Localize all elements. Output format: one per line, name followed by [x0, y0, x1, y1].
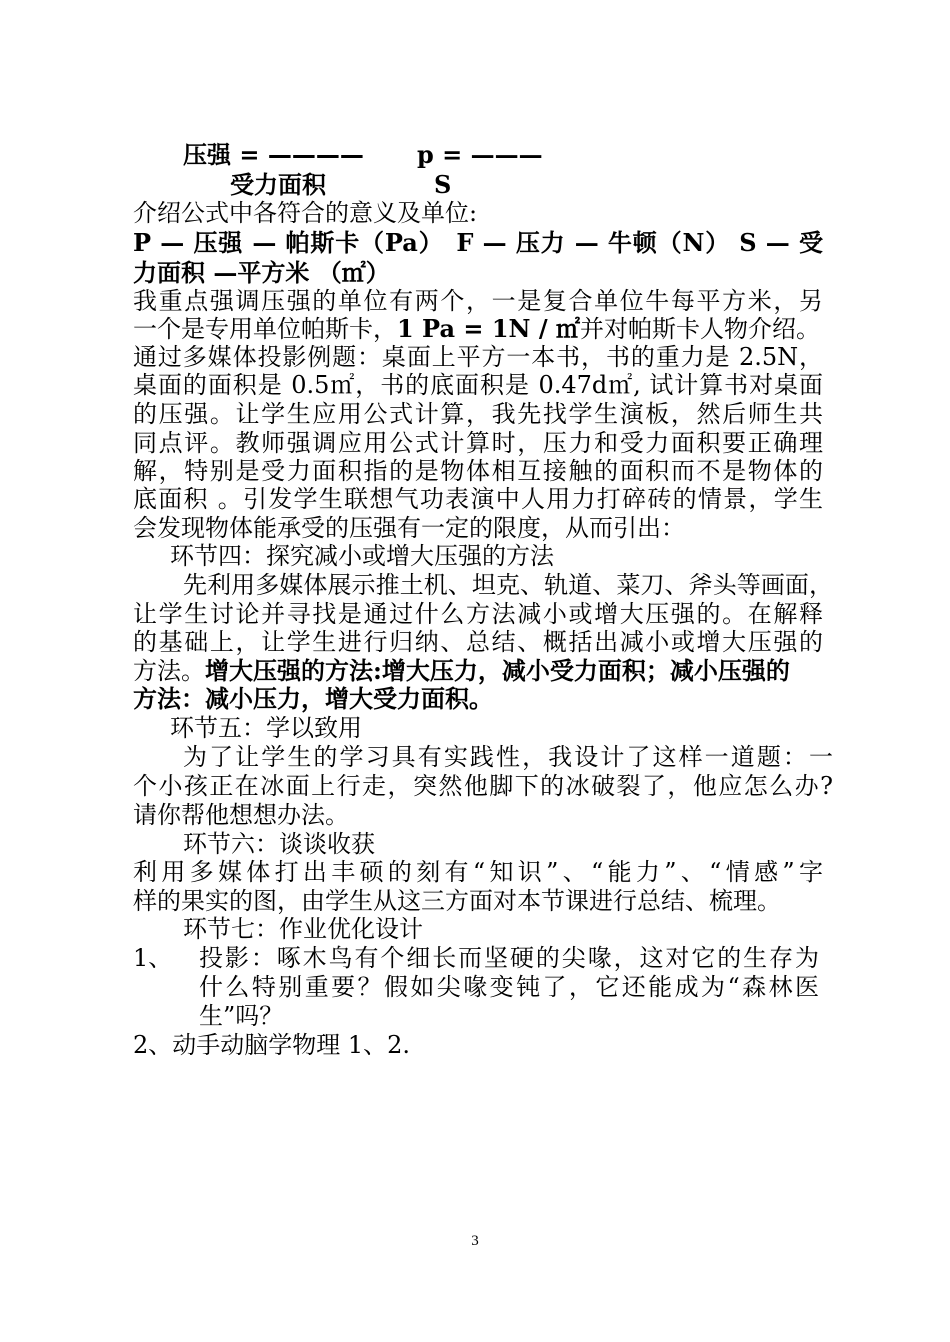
paragraph-line: 同点评。教师强调应用公式计算时，压力和受力面积要正确理 — [133, 429, 823, 457]
paragraph-line: 个小孩正在冰面上行走，突然他脚下的冰破裂了，他应怎么办? — [133, 772, 833, 800]
paragraph-line: 底面积 。引发学生联想气功表演中人用力打碎砖的情景，学生 — [133, 485, 823, 513]
section-heading-5: 环节五：学以致用 — [170, 714, 362, 742]
paragraph-line: 的压强。让学生应用公式计算，我先找学生演板，然后师生共 — [133, 400, 823, 428]
paragraph-line: 解，特别是受力面积指的是物体相互接触的面积而不是物体的 — [133, 457, 823, 485]
paragraph-line: 会发现物体能承受的压强有一定的限度，从而引出： — [133, 514, 685, 542]
list-item-1-line: 投影：啄木鸟有个细长而坚硬的尖喙，这对它的生存为 — [199, 944, 819, 972]
list-item-1-line: 生”吗？ — [199, 1002, 284, 1030]
section-heading-4: 环节四：探究减小或增大压强的方法 — [170, 542, 554, 570]
paragraph-line: 通过多媒体投影例题：桌面上平方一本书，书的重力是 2.5N， — [133, 343, 823, 371]
paragraph-line: 为了让学生的学习具有实践性，我设计了这样一道题：一 — [183, 743, 833, 771]
paragraph-line-units — [133, 314, 823, 344]
unit-formula: 1 Pa = 1N / ㎡ — [397, 314, 580, 343]
paragraph-line: 我重点强调压强的单位有两个，一是复合单位牛每平方米，另 — [133, 287, 823, 315]
formula-denominator-symbol: S — [434, 170, 452, 199]
paragraph-line: 样的果实的图，由学生从这三方面对本节课进行总结、梳理。 — [133, 887, 781, 915]
section-heading-7: 环节七：作业优化设计 — [183, 915, 423, 943]
paragraph-line: 桌面的面积是 0.5㎡，书的底面积是 0.47d㎡, 试计算书对桌面 — [133, 371, 823, 399]
formula-pressure-symbol: p = ——— — [417, 140, 543, 169]
symbols-line-2: 力面积 —平方米 （㎡） — [133, 258, 390, 287]
paragraph-line: 请你帮他想想办法。 — [133, 801, 349, 829]
text-span: 方法。 — [133, 657, 205, 685]
formula-pressure-text: 压强 = ———— — [183, 141, 364, 169]
section-heading-6: 环节六：谈谈收获 — [183, 830, 375, 858]
methods-bold-line: 方法：减小压力，增大受力面积。 — [133, 684, 493, 713]
symbols-line-1: P — 压强 — 帕斯卡（Pa） F — 压力 — 牛顿（N） S — 受 — [133, 228, 823, 257]
list-item-2: 2、动手动脑学物理 1、2. — [133, 1031, 411, 1059]
paragraph-line-methods — [133, 656, 823, 686]
formula-denominator-text: 受力面积 — [230, 171, 326, 199]
paragraph-line: 利用多媒体打出丰硕的刻有“知识”、“能力”、“情感”字 — [133, 858, 823, 886]
page-number: 3 — [471, 1233, 479, 1249]
methods-bold-text: 增大压强的方法:增大压力，减小受力面积；减小压强的 — [205, 656, 790, 685]
paragraph-line: 让学生讨论并寻找是通过什么方法减小或增大压强的。在解释 — [133, 600, 823, 628]
paragraph-line: 的基础上，让学生进行归纳、总结、概括出减小或增大压强的 — [133, 628, 823, 656]
list-item-1-line: 什么特别重要？假如尖喙变钝了，它还能成为“森林医 — [199, 973, 819, 1001]
list-number-1: 1、 — [133, 944, 173, 972]
intro-line: 介绍公式中各符合的意义及单位: — [133, 199, 478, 227]
text-span: 并对帕斯卡人物介绍。 — [579, 315, 820, 343]
paragraph-line: 先利用多媒体展示推土机、坦克、轨道、菜刀、斧头等画面， — [183, 571, 833, 599]
text-span: 一个是专用单位帕斯卡， — [133, 315, 397, 343]
